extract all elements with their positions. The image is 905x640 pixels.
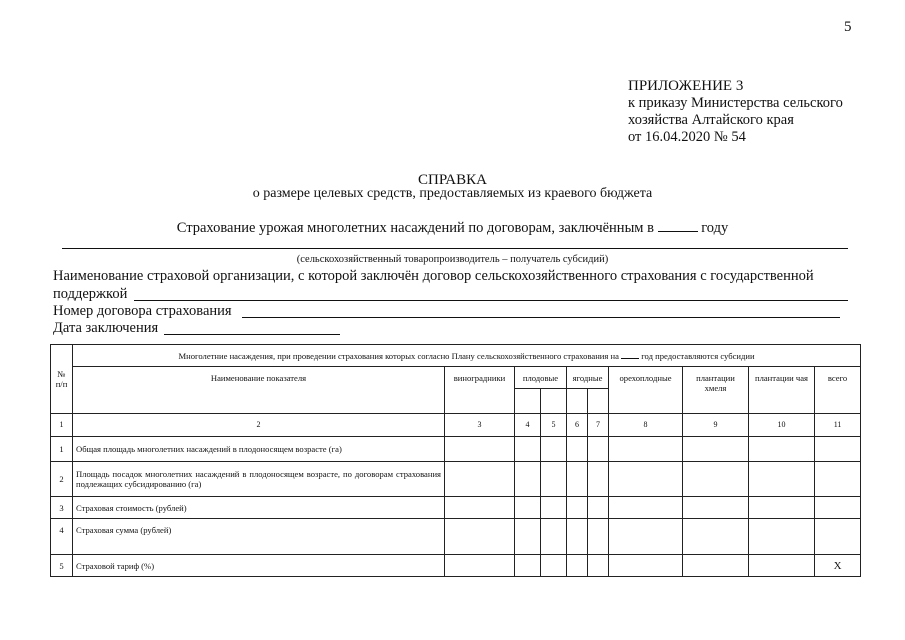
value-cell[interactable]	[445, 462, 515, 497]
value-cell[interactable]	[541, 519, 567, 555]
value-cell[interactable]	[515, 437, 541, 462]
purpose-text: Страхование урожая многолетних насаждений по договорам, заключённым в	[176, 220, 654, 236]
contract-date-label: Дата заключения	[53, 320, 159, 336]
total-cell[interactable]: Х	[815, 555, 861, 577]
value-cell[interactable]	[515, 497, 541, 519]
producer-caption: (сельскохозяйственный товаропроизводитель – получатель субсидий)	[296, 254, 609, 265]
value-cell[interactable]	[541, 555, 567, 577]
year-blank[interactable]	[658, 219, 698, 232]
value-cell[interactable]	[445, 497, 515, 519]
value-cell[interactable]	[541, 462, 567, 497]
no-header: № п/п	[51, 345, 73, 414]
row-label: Страховая сумма (рублей)	[73, 519, 445, 555]
value-cell[interactable]	[567, 462, 588, 497]
value-cell[interactable]	[683, 497, 749, 519]
value-cell[interactable]	[749, 555, 815, 577]
subsidy-table	[50, 344, 861, 577]
row-label: Площадь посадок многолетних насаждений в плодоносящем возрасте, по договорам страхования подлежащих субсидированию (га)	[73, 462, 445, 497]
col-number: 9	[683, 414, 749, 437]
value-cell[interactable]	[749, 462, 815, 497]
document-subtitle: о размере целевых средств, предоставляемых из краевого бюджета	[252, 186, 653, 201]
total-header: всего	[815, 367, 861, 414]
value-cell[interactable]	[567, 519, 588, 555]
col-number: 6	[567, 414, 588, 437]
berry-subcell-1	[567, 389, 588, 414]
table-row	[51, 462, 861, 497]
value-cell[interactable]	[749, 519, 815, 555]
table-row	[51, 519, 861, 555]
group-header-text: Многолетние насаждения, при проведении страхования которых согласно Плану сельскохозяйственного страхования на	[178, 350, 619, 361]
page-number: 5	[844, 19, 852, 35]
total-cell[interactable]	[815, 519, 861, 555]
appendix-line-2: хозяйства Алтайского края	[628, 112, 794, 128]
table-row	[51, 437, 861, 462]
value-cell[interactable]	[445, 555, 515, 577]
appendix-line-3: от 16.04.2020 № 54	[628, 129, 746, 145]
value-cell[interactable]	[515, 519, 541, 555]
producer-line[interactable]	[62, 248, 848, 249]
col-number: 1	[51, 414, 73, 437]
value-cell[interactable]	[515, 462, 541, 497]
table-row	[51, 497, 861, 519]
appendix-title: ПРИЛОЖЕНИЕ 3	[628, 78, 744, 94]
value-cell[interactable]	[567, 437, 588, 462]
value-cell[interactable]	[683, 462, 749, 497]
value-cell[interactable]	[683, 437, 749, 462]
fruit-header: плодовые	[515, 367, 567, 389]
value-cell[interactable]	[609, 437, 683, 462]
col-number: 3	[445, 414, 515, 437]
value-cell[interactable]	[445, 437, 515, 462]
fruit-subcell-2	[541, 389, 567, 414]
appendix-line-1: к приказу Министерства сельского	[628, 95, 843, 111]
total-cell[interactable]	[815, 462, 861, 497]
value-cell[interactable]	[749, 497, 815, 519]
table-row	[51, 555, 861, 577]
value-cell[interactable]	[609, 497, 683, 519]
col-number: 8	[609, 414, 683, 437]
value-cell[interactable]	[609, 462, 683, 497]
purpose-suffix: году	[701, 220, 729, 236]
nut-header: орехоплодные	[609, 367, 683, 414]
total-cell[interactable]	[815, 437, 861, 462]
col-number: 7	[588, 414, 609, 437]
vineyards-header: виноградники	[445, 367, 515, 414]
col-number: 5	[541, 414, 567, 437]
value-cell[interactable]	[588, 437, 609, 462]
hops-header: плантации хмеля	[683, 367, 749, 414]
purpose-line	[0, 219, 905, 237]
insurer-blank[interactable]	[134, 300, 848, 301]
value-cell[interactable]	[683, 555, 749, 577]
indicator-header: Наименование показателя	[73, 367, 445, 414]
col-number: 10	[749, 414, 815, 437]
col-number: 4	[515, 414, 541, 437]
row-number: 5	[51, 555, 73, 577]
value-cell[interactable]	[515, 555, 541, 577]
value-cell[interactable]	[445, 519, 515, 555]
tea-header: плантации чая	[749, 367, 815, 414]
berry-header: ягодные	[567, 367, 609, 389]
value-cell[interactable]	[567, 497, 588, 519]
col-number: 2	[73, 414, 445, 437]
value-cell[interactable]	[588, 555, 609, 577]
insurer-label-1: Наименование страховой организации, с которой заключён договор сельскохозяйственного страхования с государственной	[53, 268, 814, 284]
contract-date-blank[interactable]	[164, 334, 340, 335]
contract-number-label: Номер договора страхования	[53, 303, 232, 319]
row-label: Страховая стоимость (рублей)	[73, 497, 445, 519]
value-cell[interactable]	[609, 519, 683, 555]
row-number: 3	[51, 497, 73, 519]
column-number-row	[51, 414, 861, 437]
row-label: Общая площадь многолетних насаждений в плодоносящем возрасте (га)	[73, 437, 445, 462]
insurer-label-2: поддержкой	[53, 286, 128, 302]
value-cell[interactable]	[541, 497, 567, 519]
value-cell[interactable]	[588, 519, 609, 555]
row-number: 1	[51, 437, 73, 462]
row-label: Страховой тариф (%)	[73, 555, 445, 577]
plan-year-blank[interactable]	[621, 351, 639, 359]
group-header	[73, 345, 861, 367]
table-header-row-2	[51, 367, 861, 389]
value-cell[interactable]	[749, 437, 815, 462]
value-cell[interactable]	[609, 555, 683, 577]
contract-number-blank[interactable]	[242, 317, 840, 318]
group-header-suffix: год предоставляются субсидии	[641, 350, 755, 361]
col-number: 11	[815, 414, 861, 437]
table-header-row-1	[51, 345, 861, 367]
value-cell[interactable]	[588, 462, 609, 497]
value-cell[interactable]	[541, 437, 567, 462]
value-cell[interactable]	[683, 519, 749, 555]
value-cell[interactable]	[567, 555, 588, 577]
row-number: 4	[51, 519, 73, 555]
fruit-subcell-1	[515, 389, 541, 414]
document-title: СПРАВКА	[418, 172, 487, 188]
appendix-block	[628, 78, 843, 146]
value-cell[interactable]	[588, 497, 609, 519]
berry-subcell-2	[588, 389, 609, 414]
row-number: 2	[51, 462, 73, 497]
total-cell[interactable]	[815, 497, 861, 519]
